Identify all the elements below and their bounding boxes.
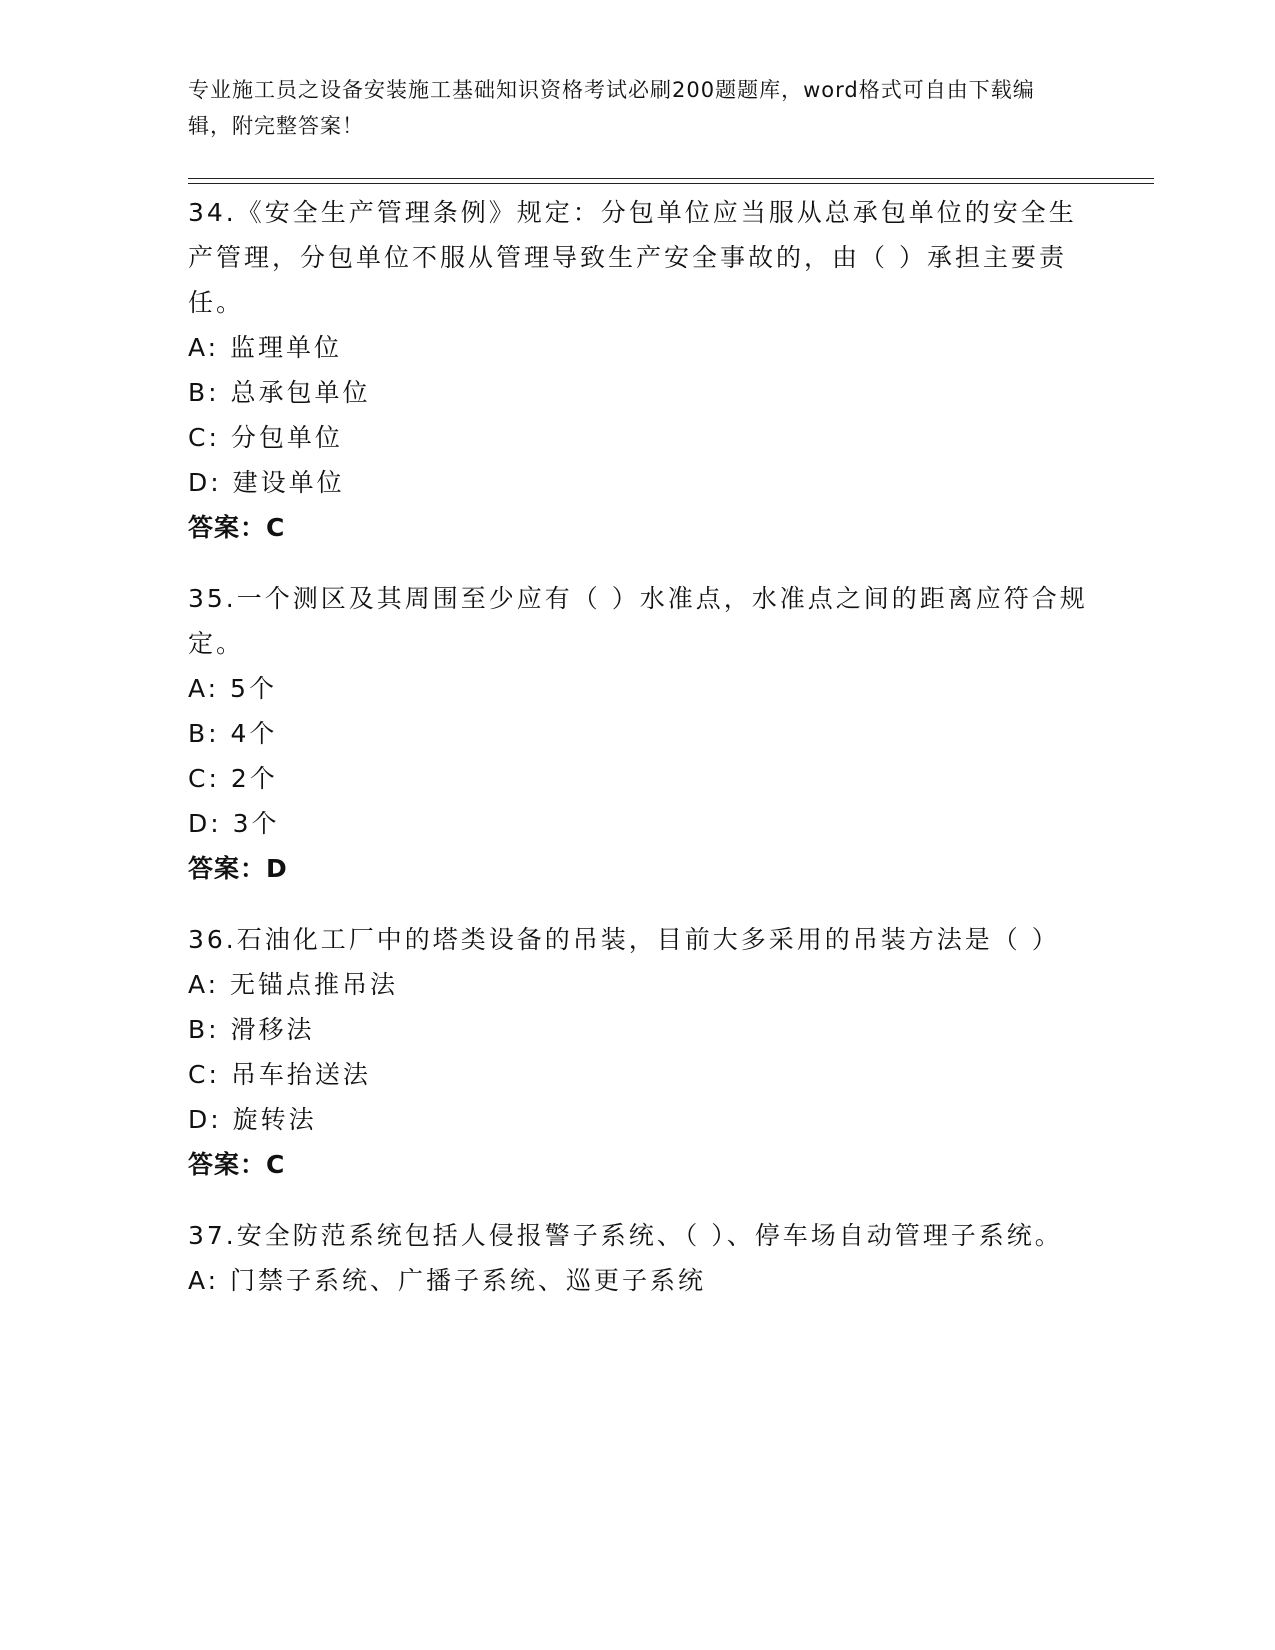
option-b: B: 滑移法 xyxy=(188,1015,315,1044)
question-36 xyxy=(188,917,1088,1187)
option-d: D: 旋转法 xyxy=(188,1105,317,1134)
question-35 xyxy=(188,576,1088,891)
question-stem: 35.一个测区及其周围至少应有（ ）水准点，水准点之间的距离应符合规定。 xyxy=(188,584,1088,658)
option-c: C: 分包单位 xyxy=(188,423,343,452)
answer-label: 答案：C xyxy=(188,1150,286,1179)
answer-label: 答案：D xyxy=(188,854,288,883)
option-a: A: 5个 xyxy=(188,674,277,703)
question-stem: 37.安全防范系统包括人侵报警子系统、（ ）、停车场自动管理子系统。 xyxy=(188,1221,1063,1250)
option-b: B: 4个 xyxy=(188,719,278,748)
option-a: A: 无锚点推吊法 xyxy=(188,970,399,999)
question-37 xyxy=(188,1213,1088,1303)
option-c: C: 吊车抬送法 xyxy=(188,1060,371,1089)
header-rule-top xyxy=(188,178,1154,179)
question-34 xyxy=(188,190,1088,550)
option-a: A: 门禁子系统、广播子系统、巡更子系统 xyxy=(188,1266,707,1295)
option-b: B: 总承包单位 xyxy=(188,378,371,407)
option-a: A: 监理单位 xyxy=(188,333,343,362)
option-c: C: 2个 xyxy=(188,764,278,793)
option-d: D: 建设单位 xyxy=(188,468,345,497)
document-header: 专业施工员之设备安装施工基础知识资格考试必刷200题题库，word格式可自由下载编辑，附完整答案！ xyxy=(188,78,1035,138)
option-d: D: 3个 xyxy=(188,809,280,838)
header-rule-bottom xyxy=(188,183,1154,184)
answer-label: 答案：C xyxy=(188,513,286,542)
question-stem: 34.《安全生产管理条例》规定：分包单位应当服从总承包单位的安全生产管理，分包单位不服从管理导致生产安全事故的，由（ ）承担主要责任。 xyxy=(188,198,1077,317)
question-stem: 36.石油化工厂中的塔类设备的吊装，目前大多采用的吊装方法是（ ） xyxy=(188,925,1060,954)
question-list xyxy=(188,190,1088,1329)
